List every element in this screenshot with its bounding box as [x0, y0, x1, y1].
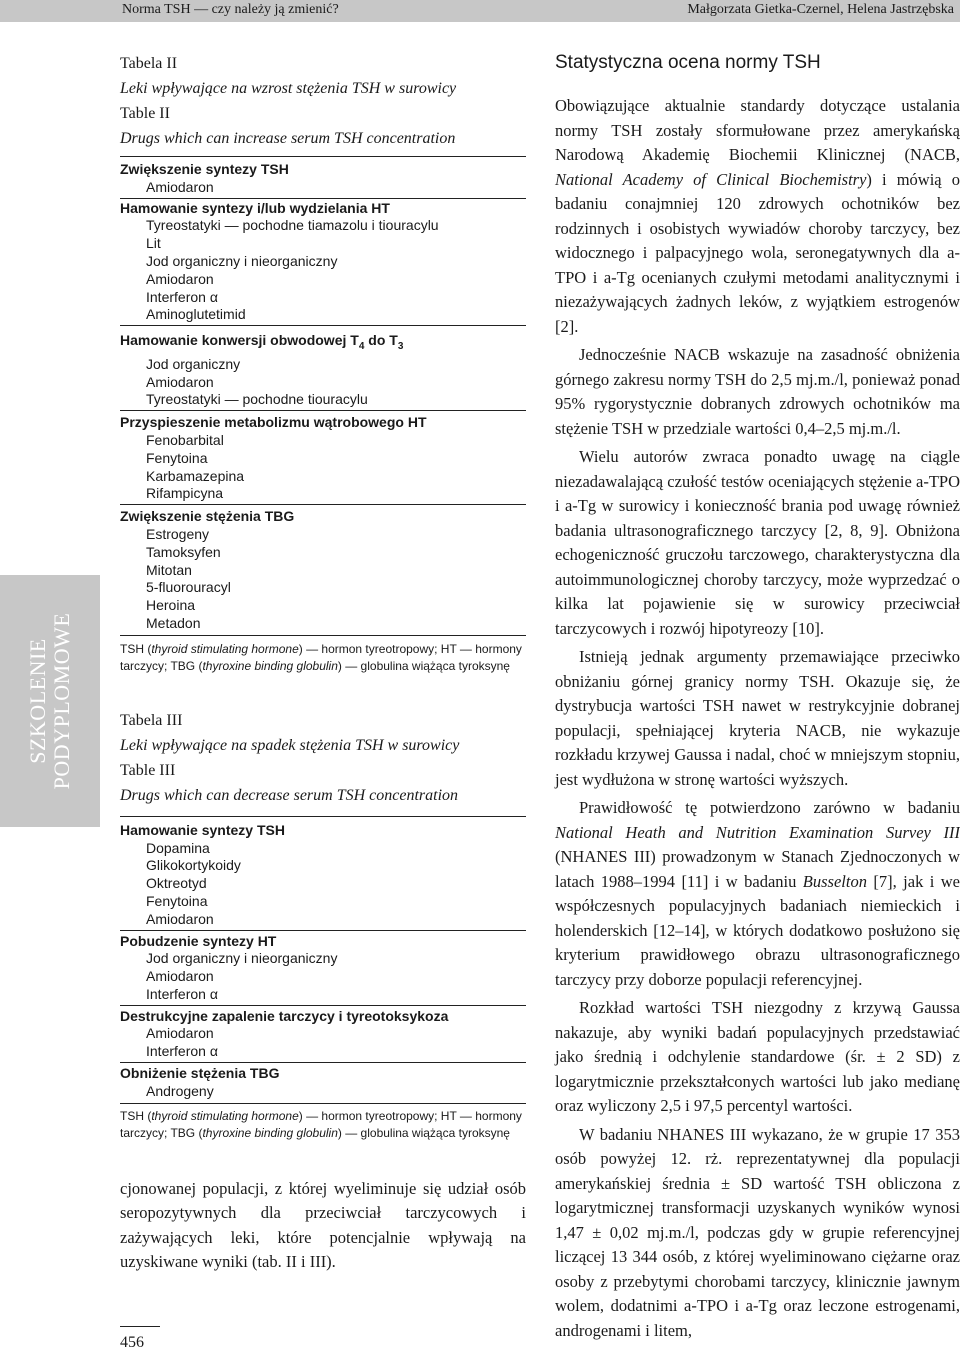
table-3-title-en: Drugs which can decrease serum TSH concentration: [120, 786, 459, 804]
table-3-category: Destrukcyjne zapalenie tarczycy i tyreotoksykoza: [120, 1007, 449, 1024]
table-3-category: Obniżenie stężenia TBG: [120, 1065, 280, 1082]
table-3-label-en: Table III: [120, 761, 176, 779]
table-2-item: Jod organiczny i nieorganiczny: [146, 252, 338, 269]
body-paragraph: Istnieją jednak argumenty przemawiające przeciwko obniżaniu górnej granicy normy TSH. Okazuje się, że dystrybucja wartości TSH nawet w restrykcyjnie dobranej populacji, spełniającej kryteria NACB, nie wykazuje rozkładu krzywej Gaussa i nadal, choć w mniejszym stopniu, jest wydłużona w stronę wartości wyższych.: [555, 647, 960, 789]
table-3-item: Interferon α: [146, 985, 218, 1002]
table-2-item: Amiodaron: [146, 270, 214, 287]
body-paragraph: Prawidłowość tę potwierdzono zarówno w badaniu National Heath and Nutrition Examination Survey III (NHANES III) prowadzonym w Stanach Zjednoczonych w latach 1988–1994 [11] i w badaniu Busselton [7], jak i we współczesnych populacyjnych badaniach niemieckich i holenderskich [12–14], w których dodatkowo posłużono się kryterium prawidłowego obrazu ultrasonograficznego tarczycy przy doborze populacji referencyjnej.: [555, 798, 960, 989]
side-tab-line-1: SZKOLENIE: [25, 638, 50, 764]
table-3-category: Hamowanie syntezy TSH: [120, 821, 285, 838]
right-column: [555, 52, 960, 1343]
table-3-item: Oktreotyd: [146, 875, 207, 892]
table-2-rule: [120, 635, 526, 636]
table-2-group: [120, 332, 526, 409]
table-2-item: Rifampicyna: [146, 485, 224, 502]
side-tab-line-2: PODYPLOMOWE: [49, 612, 74, 790]
table-2-item: Amiodaron: [146, 178, 214, 195]
table-2-item: Interferon α: [146, 288, 218, 305]
table-2-category: Przyspieszenie metabolizmu wątrobowego HT: [120, 414, 427, 431]
table-2-rule: [120, 504, 526, 505]
table-3-item: Glikokortykoidy: [146, 857, 241, 874]
table-2-item: Tyreostatyki — pochodne tiamazolu i tiouracylu: [146, 217, 439, 234]
table-2-group: [120, 508, 526, 633]
table-2-rule: [120, 198, 526, 199]
table-2-item: Mitotan: [146, 561, 192, 578]
table-2-item: 5-fluorouracyl: [146, 579, 231, 596]
body-paragraph: W badaniu NHANES III wykazano, że w grupie 17 353 osób powyżej 12. rż. reprezentatywnej dla populacji amerykańskiej średnia ± SD wartość TSH obliczona z logarytmicznej transformacji uzyskanych wyników wynosi 1,47 ± 0,02 mj.m./l, podczas gdy w grupie referencyjnej liczącej 13 344 osób, z której wyeliminowano ciężarne oraz osoby z przebytymi chorobami tarczycy, klinicznie jawnym wolem, dodatnimi a-TPO i a-Tg oraz leczone estrogenami, androgenami i litem,: [555, 1124, 960, 1340]
table-2: [120, 51, 526, 675]
table-3-rule: [120, 930, 526, 931]
table-2-item: Aminoglutetimid: [146, 306, 246, 323]
body-paragraph: Jednocześnie NACB wskazuje na zasadność obniżenia górnego zakresu normy TSH do 2,5 mj.m./l, ponieważ ponad 95% rygorystycznie dobranych zdrowych ochotników ma stężenie TSH w przedziale wartości 0,4–2,5 mj.m./l.: [555, 345, 960, 438]
table-2-category: Hamowanie syntezy i/lub wydzielania HT: [120, 199, 390, 216]
table-3-item: Amiodaron: [146, 968, 214, 985]
table-3-group: [120, 1008, 526, 1061]
table-2-category-t4-t3: Hamowanie konwersji obwodowej $T_4$ do $T_3$: [120, 332, 404, 352]
table-2-item: Heroina: [146, 597, 196, 614]
table-3-category: Pobudzenie syntezy HT: [120, 932, 277, 949]
table-3-rule: [120, 1005, 526, 1006]
table-2-rule: [120, 410, 526, 411]
table-3-item: Amiodaron: [146, 1025, 214, 1042]
table-3-item: Androgeny: [146, 1082, 214, 1099]
table-3-top-rule: [120, 816, 526, 817]
table-3-rule: [120, 1062, 526, 1063]
table-2-item: Estrogeny: [146, 525, 210, 542]
table-2-rule: [120, 325, 526, 326]
table-2-item: Lit: [146, 235, 161, 252]
table-2-category: Zwiększenie syntezy TSH: [120, 161, 289, 177]
table-3-item: Fenytoina: [146, 892, 208, 909]
table-2-label-en: Table II: [120, 105, 170, 122]
body-paragraph: Wielu autorów zwraca ponadto uwagę na ciągle niezadawalającą czułość testów oceniających stężenie a-TPO i a-Tg w surowicy i konieczność brania pod uwagę również badania ultrasonograficznego tarczycy [2, 8, 9]. Obniżona echogeniczność gruczołu tarczowego, charakterystyczna dla autoimmunologicznej choroby tarczycy, może wyprzedzać o kilka lat pojawienie się w surowicy przeciwciał tarczycowych i rozwój hipotyreozy [10].: [555, 447, 960, 638]
table-2-item: Jod organiczny: [146, 355, 241, 372]
body-paragraph: Obowiązujące aktualnie standardy dotyczące ustalania normy TSH zostały sformułowane przez amerykańską Narodową Akademię Biochemii Klinicznej (NACB, National Academy of Clinical Biochemistry) i mówią o badaniu conajmniej 120 zdrowych ochotników bez rodzinnych i osobistych wywiadów choroby tarczycy, bez widocznego i palpacyjnego wola, seronegatywnych dla a-TPO i a-Tg ocenianych czułymi metodami analitycznymi i niezażywających żadnych leków, z wyjątkiem estrogenów [2].: [555, 96, 960, 336]
table-3-item: Dopamina: [146, 839, 210, 856]
table-3-group: [120, 933, 526, 1004]
table-3-group: [120, 822, 526, 929]
running-authors: Małgorzata Gietka-Czernel, Helena Jastrzębska: [687, 2, 954, 17]
side-tab-label: [26, 613, 74, 790]
table-3-note: TSH (thyroid stimulating hormone) — hormon tyreotropowy; HT — hormony tarczycy; TBG (thyroxine binding globulin) — globulina wiążąca tyroksynę: [120, 1108, 522, 1140]
running-title: Norma TSH — czy należy ją zmienić?: [122, 2, 339, 17]
table-2-title-en: Drugs which can increase serum TSH concentration: [120, 130, 456, 147]
footer-rule: [120, 1326, 160, 1327]
table-3-group: [120, 1065, 526, 1101]
left-body-paragraph: cjonowanej populacji, z której wyeliminuje się udział osób seropozytywnych dla przeciwciał tarczycowych i zażywających leki, które potencjalnie wpływają na uzyskiwane wyniki (tab. II i III).: [120, 1178, 526, 1272]
table-3-title-pl: Leki wpływające na spadek stężenia TSH w surowicy: [120, 736, 460, 754]
table-2-item: Tamoksyfen: [146, 543, 221, 560]
table-3-rule: [120, 1103, 526, 1104]
table-3-item: Jod organiczny i nieorganiczny: [146, 950, 338, 967]
section-side-tab: [0, 575, 100, 827]
table-2-group: [120, 414, 526, 503]
table-2-item: Karbamazepina: [146, 467, 245, 484]
table-3-item: Amiodaron: [146, 910, 214, 927]
table-2-item: Amiodaron: [146, 373, 214, 390]
section-heading: Statystyczna ocena normy TSH: [555, 52, 821, 73]
table-2-note: TSH (thyroid stimulating hormone) — hormon tyreotropowy; HT — hormony tarczycy; TBG (thyroxine binding globulin) — globulina wiążąca tyroksynę: [120, 641, 522, 673]
table-2-item: Fenytoina: [146, 449, 208, 466]
running-header: [0, 0, 960, 22]
table-2-title-pl: Leki wpływające na wzrost stężenia TSH w surowicy: [120, 80, 457, 97]
left-column: [120, 51, 526, 1275]
table-2-item: Metadon: [146, 614, 201, 631]
table-3-label-pl: Tabela III: [120, 711, 183, 729]
table-3: [120, 708, 526, 1142]
body-paragraph: Rozkład wartości TSH niezgodny z krzywą Gaussa nakazuje, aby wyniki badań populacyjnych przedstawiać jako średnią i odchylenie standardowe (śr. ± 2 SD) z logarytmicznie przekształconych wartości lub jako medianę oraz wyliczony 2,5 i 97,5 percentyl wartości.: [555, 998, 960, 1115]
table-2-group: [120, 161, 526, 197]
table-2-category: Zwiększenie stężenia TBG: [120, 508, 295, 525]
table-2-item: Tyreostatyki — pochodne tiouracylu: [146, 391, 368, 408]
table-2-label-pl: Tabela II: [120, 55, 178, 72]
page-number: 456: [120, 1334, 144, 1351]
table-3-item: Interferon α: [146, 1043, 218, 1060]
table-2-top-rule: [120, 156, 526, 157]
table-2-item: Fenobarbital: [146, 431, 224, 448]
table-2-group: [120, 200, 526, 325]
